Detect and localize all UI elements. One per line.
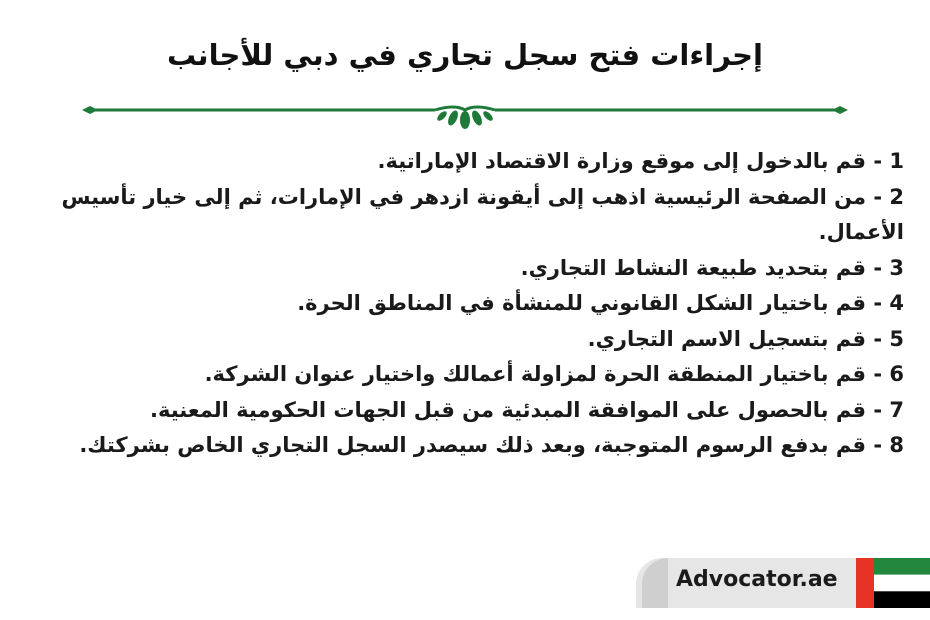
brand-logo-text[interactable]: Advocator.ae (676, 567, 838, 592)
step-item: 1 - قم بالدخول إلى موقع وزارة الاقتصاد الإماراتية. (377, 149, 904, 173)
uae-flag-icon (856, 558, 930, 608)
step-item: 6 - قم باختيار المنطقة الحرة لمزاولة أعمالك واختيار عنوان الشركة. (204, 362, 904, 386)
step-item: 8 - قم بدفع الرسوم المتوجبة، وبعد ذلك سيصدر السجل التجاري الخاص بشركتك. (79, 433, 904, 457)
steps-list (40, 144, 904, 464)
step-item: 2 - من الصفحة الرئيسية اذهب إلى أيقونة ازدهر في الإمارات، ثم إلى خيار تأسيس الأعمال. (61, 184, 904, 244)
step-item: 5 - قم بتسجيل الاسم التجاري. (587, 326, 904, 351)
step-item: 4 - قم باختيار الشكل القانوني للمنشأة في المناطق الحرة. (297, 291, 904, 315)
step-item: 3 - قم بتحديد طبيعة النشاط التجاري. (520, 255, 904, 280)
step-item: 7 - قم بالحصول على الموافقة المبدئية من قبل الجهات الحكومية المعنية. (149, 397, 904, 422)
page-title: إجراءات فتح سجل تجاري في دبي للأجانب (166, 38, 763, 72)
ornamental-divider (80, 94, 850, 134)
